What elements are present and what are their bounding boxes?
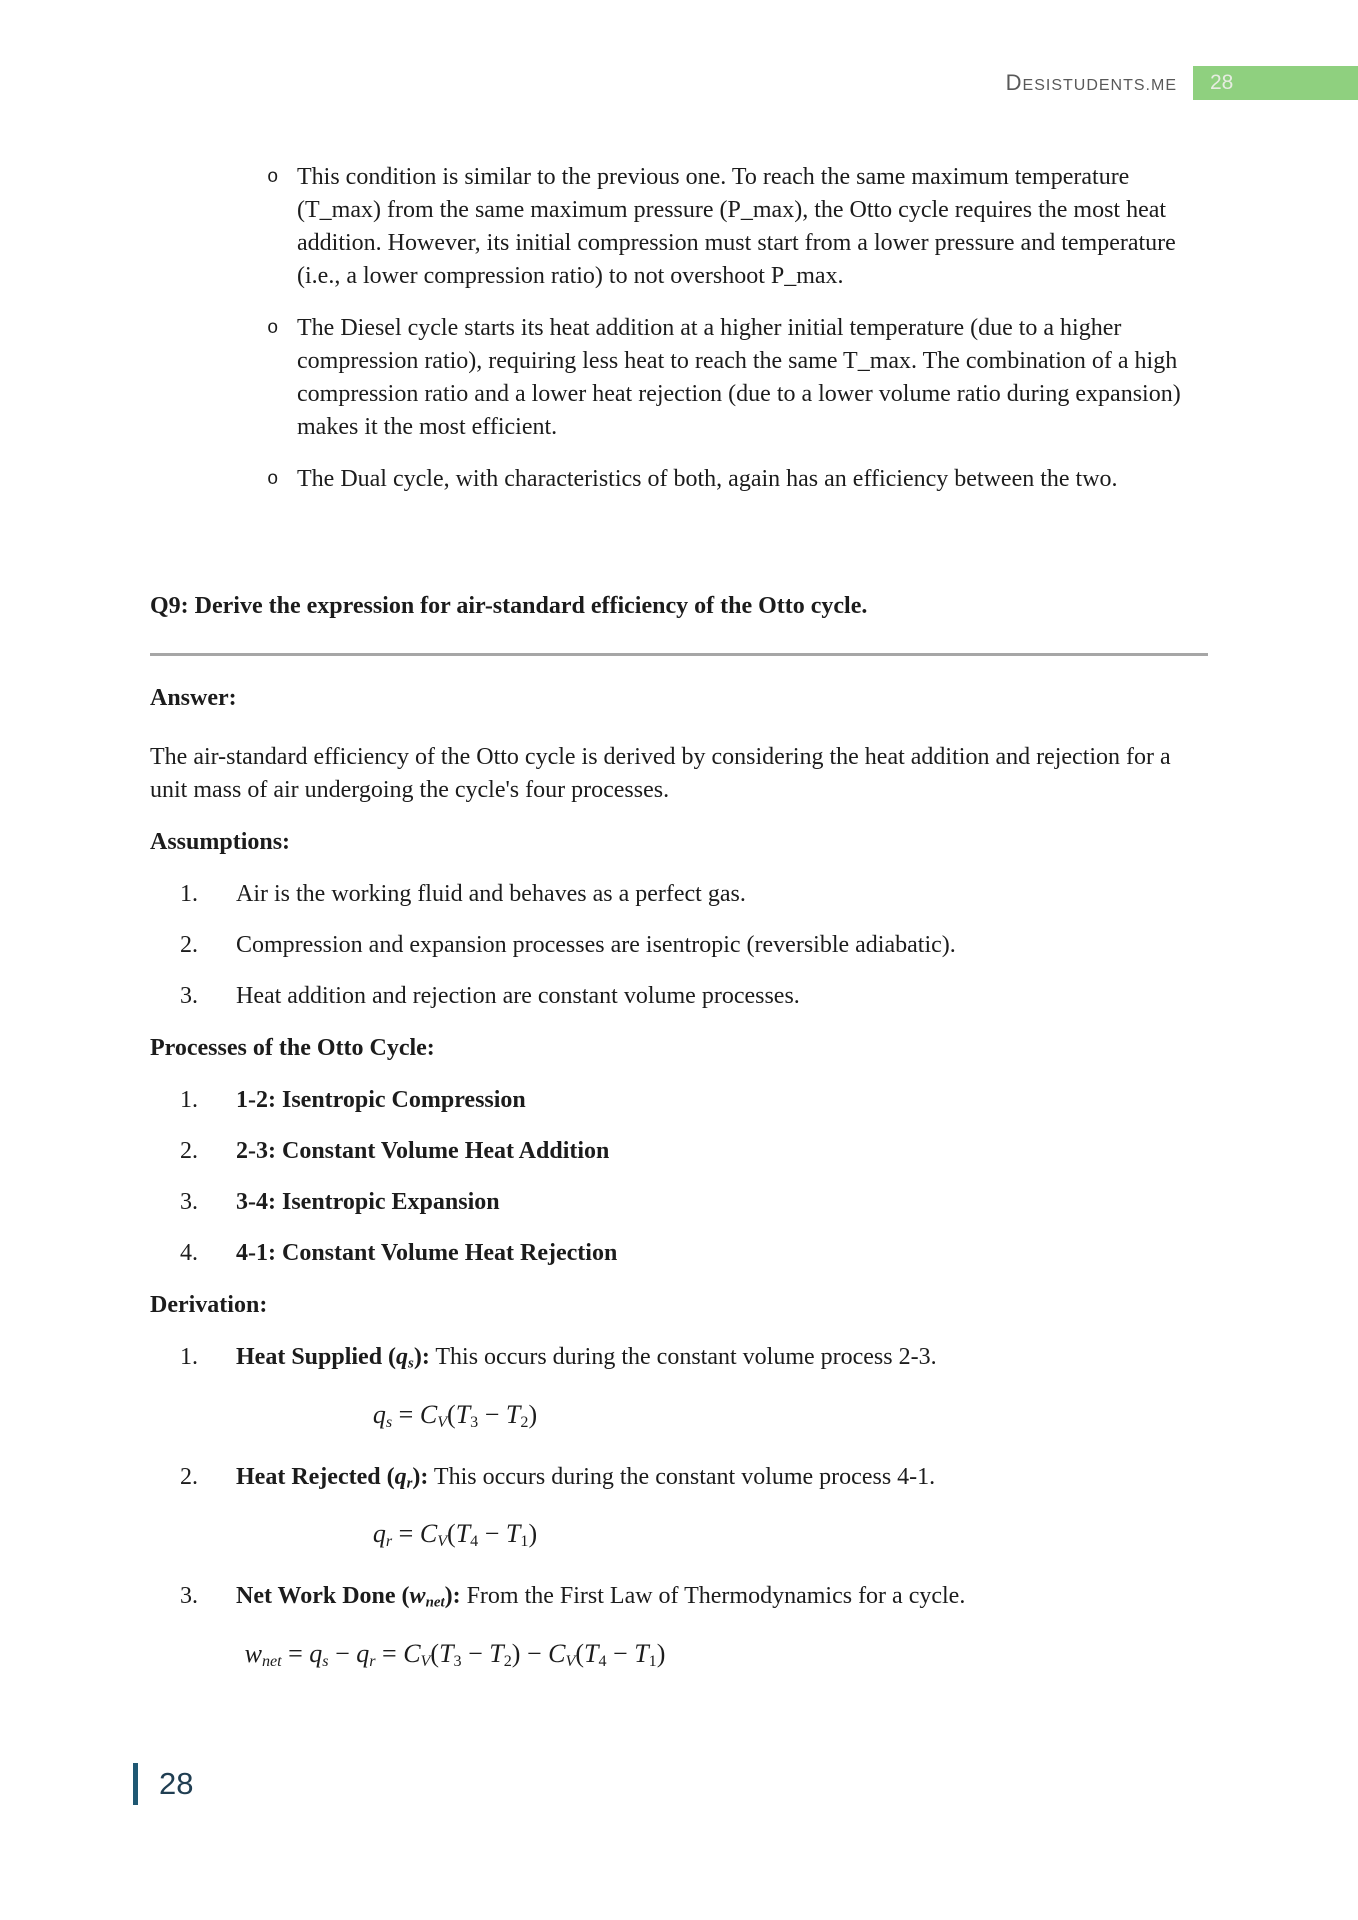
document-body [150, 161, 1208, 1684]
bullet-text: The Dual cycle, with characteristics of both, again has an efficiency between the two. [297, 466, 1118, 492]
derivation-list [150, 1341, 1208, 1682]
processes-heading: Processes of the Otto Cycle: [150, 1035, 435, 1061]
bullet-text: This condition is similar to the previous one. To reach the same maximum temperature (T_max) from the same maximum pressure (P_max), the Otto cycle requires the most heat addition. However, its initial compression must start from a lower pressure and temperature (i.e., a lower compression ratio) to not overshoot P_max. [297, 164, 1176, 289]
list-item [180, 1237, 1208, 1270]
processes-list [150, 1084, 1208, 1270]
bullet-item [267, 463, 1208, 496]
bullet-text: The Diesel cycle starts its heat addition at a higher initial temperature (due to a higher compression ratio), requiring less heat to reach the same T_max. The combination of a high compression ratio and a lower heat rejection (due to a lower volume ratio during expansion) makes it the most efficient. [297, 315, 1181, 440]
list-item [180, 1341, 1208, 1381]
derivation-heading: Derivation: [150, 1292, 268, 1318]
question-heading: Q9: Derive the expression for air-standard efficiency of the Otto cycle. [150, 590, 1208, 656]
heat-rejected-formula: qr = CV(T4 − T1) [372, 1519, 538, 1551]
list-item [180, 1084, 1208, 1117]
list-item-text: 4-1: Constant Volume Heat Rejection [236, 1240, 618, 1266]
bullet-item [267, 161, 1208, 293]
header-page-number-badge: 28 [1193, 66, 1358, 100]
list-item [180, 929, 1208, 962]
bullet-marker: o [267, 468, 279, 490]
derivation-item-text: Heat Supplied (qs): This occurs during the constant volume process 2-3. [236, 1344, 937, 1372]
list-item-text: 2-3: Constant Volume Heat Addition [236, 1138, 610, 1164]
list-item-text: Air is the working fluid and behaves as a perfect gas. [236, 881, 746, 907]
assumptions-heading: Assumptions: [150, 829, 291, 855]
list-item-number: 1. [180, 1344, 198, 1370]
list-item-number: 1. [180, 881, 198, 907]
list-item-text: Compression and expansion processes are isentropic (reversible adiabatic). [236, 932, 956, 958]
list-item [180, 878, 1208, 911]
list-item-number: 2. [180, 932, 198, 958]
list-item [180, 1461, 1208, 1501]
list-item [180, 1135, 1208, 1168]
list-item-number: 1. [180, 1087, 198, 1113]
bullet-marker: o [267, 317, 279, 339]
list-item-number: 2. [180, 1138, 198, 1164]
list-item-number: 3. [180, 1189, 198, 1215]
assumptions-list [150, 878, 1208, 1013]
list-item-number: 4. [180, 1240, 198, 1266]
bullet-item [267, 312, 1208, 444]
derivation-item-text: Heat Rejected (qr): This occurs during the constant volume process 4-1. [236, 1463, 936, 1492]
list-item-number: 3. [180, 1583, 198, 1610]
footer-page-number: 28 [159, 1766, 194, 1801]
list-item-text: 1-2: Isentropic Compression [236, 1087, 526, 1113]
bullet-list [150, 161, 1208, 496]
list-item [180, 1580, 1208, 1620]
site-brand-text: DESISTUDENTS.ME [1005, 70, 1177, 95]
list-item-text: 3-4: Isentropic Expansion [236, 1189, 500, 1215]
list-item-text: Heat addition and rejection are constant volume processes. [236, 983, 800, 1009]
list-item [180, 1186, 1208, 1219]
answer-label: Answer: [150, 685, 237, 711]
answer-intro-paragraph: The air-standard efficiency of the Otto cycle is derived by considering the heat addition and rejection for a unit mass of air undergoing the cycle's four processes. [150, 744, 1171, 803]
net-work-formula: wnet = qs − qr = CV(T3 − T2) − CV(T4 − T1) [244, 1639, 666, 1671]
heat-supplied-formula: qs = CV(T3 − T2) [372, 1399, 538, 1431]
list-item [180, 980, 1208, 1013]
list-item-number: 2. [180, 1463, 198, 1490]
derivation-item-text: Net Work Done (wnet): From the First Law of Thermodynamics for a cycle. [236, 1583, 966, 1612]
page-header [0, 66, 1358, 100]
list-item-number: 3. [180, 983, 198, 1009]
footer-accent-bar [133, 1763, 138, 1805]
bullet-marker: o [267, 166, 279, 188]
